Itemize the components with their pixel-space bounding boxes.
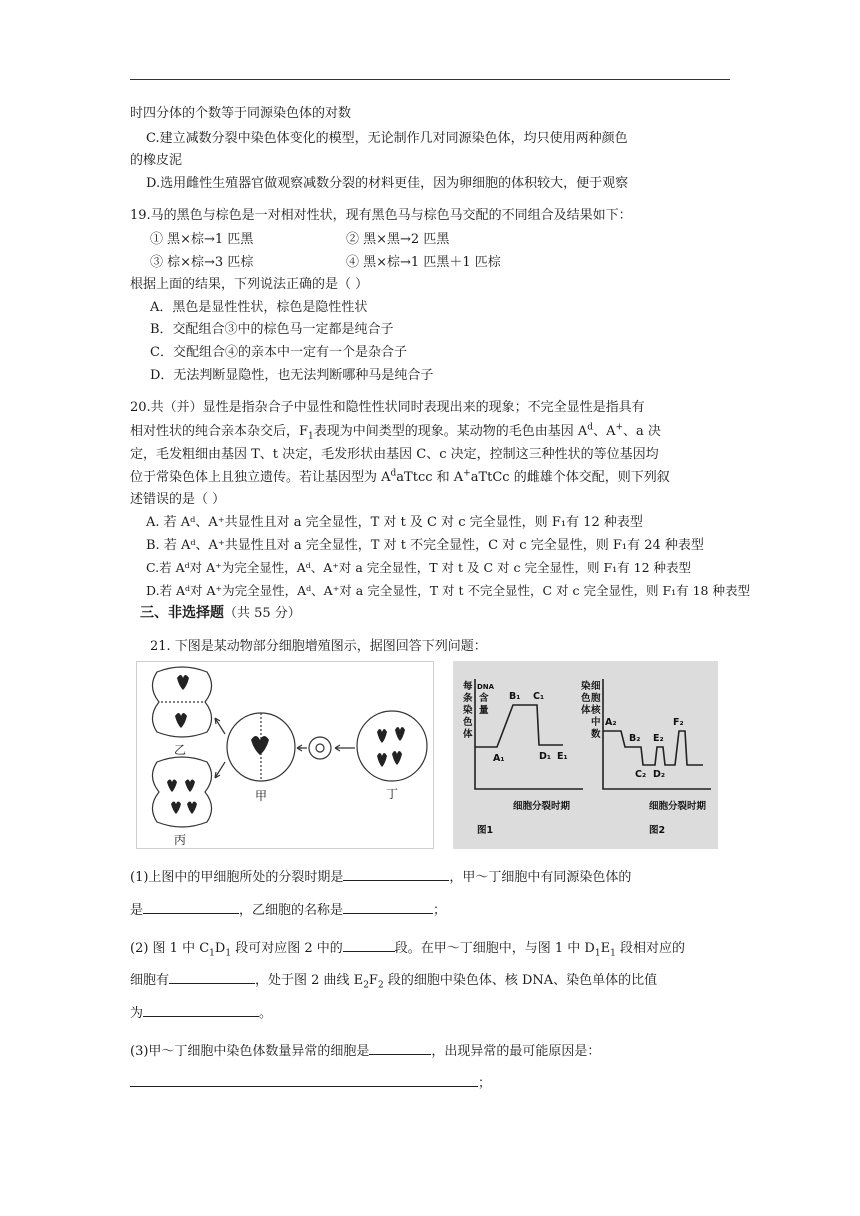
q19-option-d: D．无法判断显隐性，也无法判断哪种马是纯合子: [150, 368, 434, 383]
cell-label-ding: 丁: [385, 787, 399, 801]
fig2-ylabel-1: 色: [581, 693, 591, 704]
cell-label-yi: 乙: [173, 743, 187, 757]
q21-part1-line1: (1)上图中的甲细胞所处的分裂时期是 ，甲～丁细胞中有同源染色体的: [130, 866, 631, 887]
q20-line-5: 述错误的是（ ）: [130, 492, 226, 507]
fig2-ylabel-3: 细: [591, 681, 601, 692]
q20-line-1: 20.共（并）显性是指杂合子中显性和隐性性状同时表现出来的现象；不完全显性是指具有: [130, 400, 645, 415]
q19-option-b: B．交配组合③中的棕色马一定都是纯合子: [150, 322, 394, 337]
fig1-ylabel-2: 染: [463, 705, 473, 716]
q19-cross-3: ③ 棕×棕→3 匹棕: [150, 255, 254, 270]
fig1-ylabel-7: 量: [479, 705, 489, 716]
answer-blank-5[interactable]: [169, 969, 255, 984]
fig1-ylabel-0: 每: [463, 681, 473, 692]
cell-label-bing: 丙: [173, 833, 187, 847]
fig2-ylabel-5: 核: [591, 705, 601, 716]
q18-line: 时四分体的个数等于同源染色体的对数: [130, 106, 352, 121]
q18-option-c: C.建立减数分裂中染色体变化的模型，无论制作几对同源染色体，均只使用两种颜色: [146, 131, 628, 146]
q19-cross-2: ② 黑×黑→2 匹黑: [346, 232, 450, 247]
fig2-ylabel-2: 体: [581, 705, 591, 716]
q21-part3-line2: ；: [130, 1072, 491, 1093]
q18-option-d: D.选用雌性生殖器官做观察减数分裂的材料更佳，因为卵细胞的体积较大，便于观察: [146, 176, 629, 191]
q21-part3-line1: (3)甲～丁细胞中染色体数量异常的细胞是 ，出现异常的最可能原因是：: [130, 1040, 600, 1061]
cell-label-jia: 甲: [254, 789, 268, 803]
q21-part1-line2: 是 ，乙细胞的名称是 ；: [130, 899, 446, 920]
fig2-point-b2: B₂: [629, 733, 641, 744]
q21-part2-line1: (2) 图 1 中 $C_1D_1$ 段可对应图 2 中的 段。在甲～丁细胞中，与图 1 中 $D_1E_1$ 段相对应的: [130, 937, 685, 958]
fig2-point-d2: D₂: [653, 769, 666, 780]
fig2-ylabel-0: 染: [581, 681, 591, 692]
q20-line-2: 相对性状的纯合亲本杂交后，$F_1$表现为中间类型的现象。某动物的毛色由基因 $A^d$、A+、a 决: [130, 422, 661, 442]
fig2-ylabel-6: 中: [591, 717, 601, 728]
answer-blank-4[interactable]: [343, 937, 395, 952]
fig2-ylabel-7: 数: [591, 729, 601, 740]
cell-diagram: [137, 662, 433, 848]
fig1-name: 图1: [477, 825, 494, 836]
q20-line-3: 定，毛发粗细由基因 T、t 决定，毛发形状由基因 C、c 决定，控制这三种性状的等位基因均: [130, 447, 659, 462]
fig2-point-a2: A₂: [605, 717, 617, 728]
fig1-xlabel: 细胞分裂时期: [513, 801, 571, 812]
q21-stem: 21. 下图是某动物部分细胞增殖图示，据图回答下列问题：: [150, 639, 487, 654]
answer-blank-3[interactable]: [343, 899, 433, 914]
q19-cross-4: ④ 黑×棕→1 匹黑＋1 匹棕: [346, 255, 501, 270]
fig1-point-c1: C₁: [533, 691, 545, 702]
q21-part2-line3: 为 。: [130, 1002, 272, 1023]
fig1-point-a1: A₁: [493, 753, 505, 764]
q19-cross-1: ① 黑×棕→1 匹黑: [150, 232, 254, 247]
fig1-point-b1: B₁: [509, 691, 521, 702]
q19-option-c: C．交配组合④的亲本中一定有一个是杂合子: [150, 345, 407, 360]
section-heading: 三、非选择题（共 55 分）: [140, 605, 301, 621]
header-rule: [130, 79, 730, 80]
q19-ask: 根据上面的结果，下列说法正确的是（ ）: [130, 277, 369, 292]
fig1-ylabel-6: 含: [479, 693, 489, 704]
q20-option-c: C.若 Aᵈ对 A⁺为完全显性，Aᵈ、A⁺对 a 完全显性，T 对 t 及 C 对 c 完全显性，则 F₁有 12 种表型: [146, 560, 691, 575]
q20-option-b: B. 若 Aᵈ、A⁺共显性且对 a 完全显性，T 对 t 不完全显性，C 对 c 完全显性，则 F₁有 24 种表型: [146, 538, 704, 553]
cell-division-figure: [136, 661, 434, 849]
fig2-ylabel-4: 胞: [591, 693, 601, 704]
fig1-ylabel-5: DNA: [477, 683, 495, 691]
q20-option-a: A. 若 Aᵈ、A⁺共显性且对 a 完全显性，T 对 t 及 C 对 c 完全显性，则 F₁有 12 种表型: [146, 515, 643, 530]
fig1-ylabel-4: 体: [463, 729, 473, 740]
fig2-xlabel: 细胞分裂时期: [649, 801, 707, 812]
answer-blank-7[interactable]: [369, 1040, 431, 1055]
answer-blank-1[interactable]: [343, 866, 449, 881]
graphs-figure: [453, 661, 718, 849]
fig2-point-f2: F₂: [673, 717, 684, 728]
answer-blank-2[interactable]: [143, 899, 239, 914]
answer-blank-8[interactable]: [130, 1072, 478, 1087]
fig1-point-e1: E₁: [557, 751, 568, 762]
fig2-point-e2: E₂: [653, 733, 664, 744]
q18-option-c-cont: 的橡皮泥: [130, 153, 183, 168]
q19-option-a: A．黑色是显性性状，棕色是隐性性状: [150, 300, 368, 315]
fig2-point-c2: C₂: [635, 769, 647, 780]
graphs-diagram: [453, 661, 718, 849]
answer-blank-6[interactable]: [143, 1002, 259, 1017]
q19-stem: 19.马的黑色与棕色是一对相对性状，现有黑色马与棕色马交配的不同组合及结果如下：: [130, 208, 632, 223]
q20-line-4: 位于常染色体上且独立遗传。若让基因型为 $A^daTtcc$ 和 A+aTtCc 的雌雄个体交配，则下列叙: [130, 468, 670, 485]
fig1-ylabel-3: 色: [463, 717, 473, 728]
fig2-name: 图2: [649, 825, 666, 836]
q21-part2-line2: 细胞有 ，处于图 2 曲线 $E_2F_2$ 段的细胞中染色体、核 DNA、染色单体的比值: [130, 969, 657, 990]
q20-option-d: D.若 Aᵈ对 A⁺为完全显性，Aᵈ、A⁺对 a 完全显性，T 对 t 不完全显性，C 对 c 完全显性，则 F₁有 18 种表型: [146, 583, 750, 598]
fig1-ylabel-1: 条: [463, 693, 473, 704]
fig1-point-d1: D₁: [539, 751, 552, 762]
